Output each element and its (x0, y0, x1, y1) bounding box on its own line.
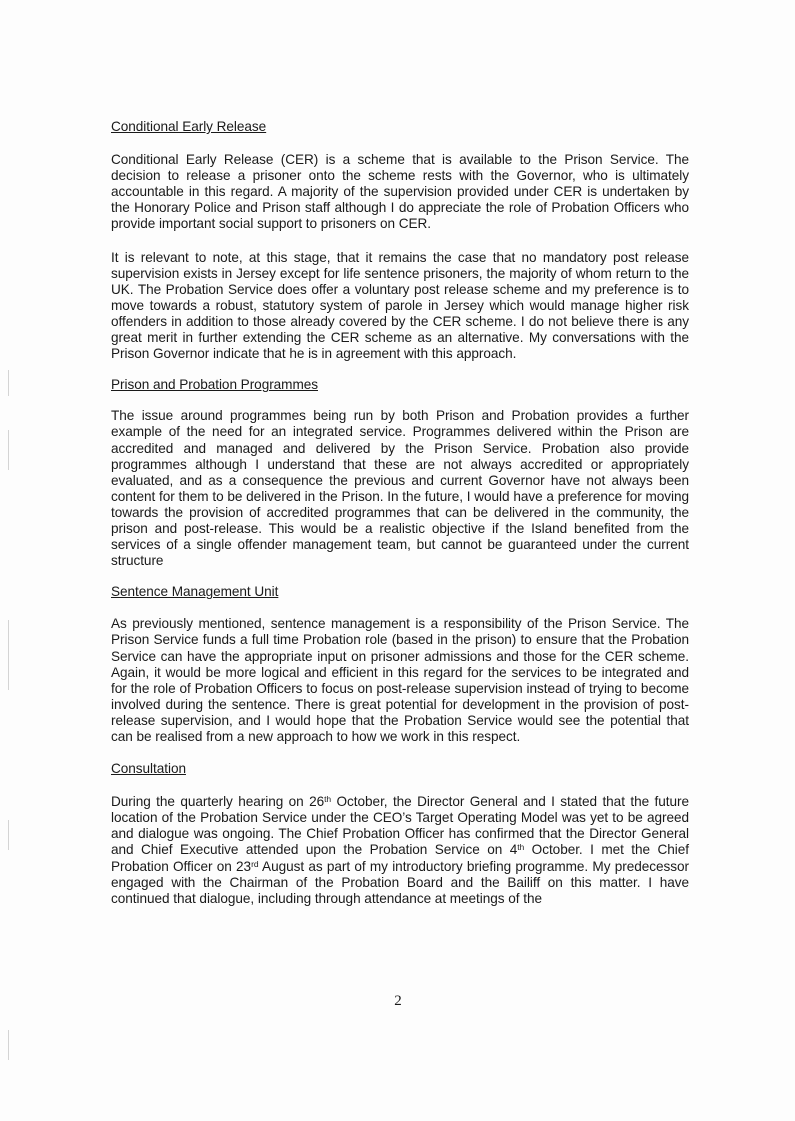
paragraph-sentence-management: As previously mentioned, sentence management is a responsibility of the Prison Service. The Prison Service funds a full time Probation role (based in the prison) to ensure that the Probation Service can have the appropriate input on prisoner admissions and those for the CER scheme. Again, it would be more logical and efficient in this regard for the services to be integrated and for the role of Probation Officers to focus on post-release supervision instead of trying to become involved during the sentence. There is great potential for development in the provision of post-release supervision, and I would hope that the Probation Service would see the potential that can be realised from a new approach to how we work in this respect. (111, 616, 689, 744)
ordinal-suffix: rd (251, 858, 259, 869)
scan-margin-mark (8, 820, 9, 850)
paragraph-cer-definition: Conditional Early Release (CER) is a scheme that is available to the Prison Service. The decision to release a prisoner onto the scheme rests with the Governor, who is ultimately accountable in this regard. A majority of the supervision provided under CER is undertaken by the Honorary Police and Prison staff although I do appreciate the role of Probation Officers who provide important social support to prisoners on CER. (111, 152, 689, 232)
ordinal-suffix: th (517, 842, 525, 853)
section-heading-conditional-early-release: Conditional Early Release (111, 119, 267, 134)
scan-margin-mark (8, 1030, 9, 1060)
paragraph-programmes: The issue around programmes being run by both Prison and Probation provides a further example of the need for an integrated service. Programmes delivered within the Prison are accredited and managed and delivered by the Prison Service. Probation also provide programmes although I understand that these are not always accredited or appropriately evaluated, and as a consequence the previous and current Governor have not always been content for them to be delivered in the Prison. In the future, I would have a preference for moving towards the provision of accredited programmes that can be delivered in the community, the prison and post-release. This would be a realistic objective if the Island benefited from the services of a single offender management team, but cannot be guaranteed under the current structure (111, 408, 689, 569)
scan-margin-mark (8, 620, 9, 690)
section-heading-programmes: Prison and Probation Programmes (111, 377, 318, 393)
paragraph-consultation (111, 794, 689, 907)
paragraph-cer-supervision: It is relevant to note, at this stage, that it remains the case that no mandatory post release supervision exists in Jersey except for life sentence prisoners, the majority of whom return to the UK. The Probation Service does offer a voluntary post release scheme and my preference is to move towards a robust, statutory system of parole in Jersey which would manage higher risk offenders in addition to those already covered by the CER scheme. I do not believe there is any great merit in further extending the CER scheme as an alternative. My conversations with the Prison Governor indicate that he is in agreement with this approach. (111, 249, 689, 362)
consultation-text-part: October. I met the Chief Probation Officer on 23 (111, 842, 689, 874)
consultation-text-part: August as part of my introductory briefing programme. My predecessor engaged with the Chairman of the Probation Board and the Bailiff on this matter. I have continued that dialogue, including through attendance at meetings of the (111, 858, 689, 906)
consultation-text-part: During the quarterly hearing on 26 (111, 794, 325, 810)
section-heading-sentence-management-unit: Sentence Management Unit (111, 584, 279, 600)
document-body (111, 119, 689, 907)
ordinal-suffix: th (324, 794, 332, 805)
scan-margin-mark (8, 430, 9, 470)
page-number: 2 (394, 993, 402, 1009)
scan-margin-mark (8, 370, 9, 396)
section-heading-consultation: Consultation (111, 761, 186, 777)
consultation-text-part: October, the Director General and I stated that the future location of the Probation Service under the CEO’s Target Operating Model was yet to be agreed and dialogue was ongoing. The Chief Probation Officer has confirmed that the Director General and Chief Executive attended upon the Probation Service on 4 (111, 794, 689, 858)
